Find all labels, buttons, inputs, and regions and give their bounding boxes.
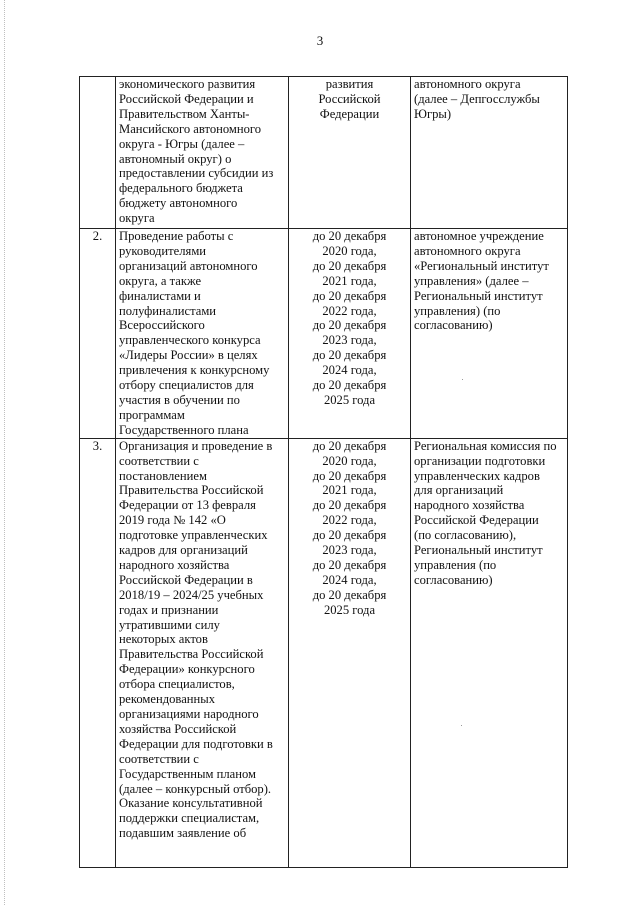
row-number: 3. — [92, 438, 103, 453]
scan-speck — [462, 379, 463, 380]
table-row — [80, 438, 568, 867]
event-text: экономического развития Российской Федерации и Правительством Ханты- Мансийского автономного округа - Югры (далее – автономный округ) о предоставлении субсидии из федерального бюджета бюджету автономного округа — [119, 77, 274, 226]
deadline-text: развития Российской Федерации — [318, 77, 381, 121]
event-text: Организация и проведение в соответствии с постановлением Правительства Российской Федерации от 13 февраля 2019 года № 142 «О подготовке управленческих кадров для организаций народного хозяйства Российской Федерации в 2018/19 – 2024/25 учебных годах и признании утратившими силу некоторых актов Правительства Российской Федерации» конкурсного отбора специалистов, рекомендованных организациями народного хозяйства Российской Федерации для подготовки в соответствии с Государственным планом (далее – конкурсный отбор). Оказание консультативной поддержки специалистам, подавшим заявление об — [119, 438, 273, 841]
deadline-text: до 20 декабря 2020 года, до 20 декабря 2021 года, до 20 декабря 2022 года, до 20 декабря 2023 года, до 20 декабря 2024 года, до 20 декабря 2025 года — [312, 438, 387, 617]
responsible-text: Региональная комиссия по организации подготовки управленческих кадров для организаций народного хозяйства Российской Федерации (по согласованию), Региональный институт управления (по согласованию) — [414, 438, 557, 587]
row-number-cell — [80, 438, 116, 867]
deadline-cell — [289, 77, 411, 229]
deadline-cell — [289, 438, 411, 867]
deadline-cell — [289, 229, 411, 439]
plan-table — [79, 76, 568, 868]
responsible-cell — [411, 229, 568, 439]
table-row — [80, 77, 568, 229]
table-row — [80, 229, 568, 439]
row-number-cell — [80, 77, 116, 229]
responsible-cell — [411, 438, 568, 867]
event-cell — [116, 229, 289, 439]
event-text: Проведение работы с руководителями организаций автономного округа, а также финалистами и полуфиналистами Всероссийского управленческого конкурса «Лидеры России» в целях привлечения к конкурсному отбору специалистов для участия в обучении по программам Государственного плана — [119, 229, 270, 437]
scan-edge — [4, 0, 5, 905]
scan-speck — [461, 725, 462, 726]
page-number: 3 — [316, 33, 324, 48]
responsible-text: автономное учреждение автономного округа «Региональный институт управления» (далее – Региональный институт управления) (по согласованию) — [414, 229, 549, 333]
responsible-cell — [411, 77, 568, 229]
row-number-cell — [80, 229, 116, 439]
row-number: 2. — [92, 229, 103, 243]
event-cell — [116, 77, 289, 229]
responsible-text: автономного округа (далее – Депгосслужбы Югры) — [414, 77, 540, 121]
event-cell — [116, 438, 289, 867]
deadline-text: до 20 декабря 2020 года, до 20 декабря 2021 года, до 20 декабря 2022 года, до 20 декабря 2023 года, до 20 декабря 2024 года, до 20 декабря 2025 года — [312, 229, 387, 407]
